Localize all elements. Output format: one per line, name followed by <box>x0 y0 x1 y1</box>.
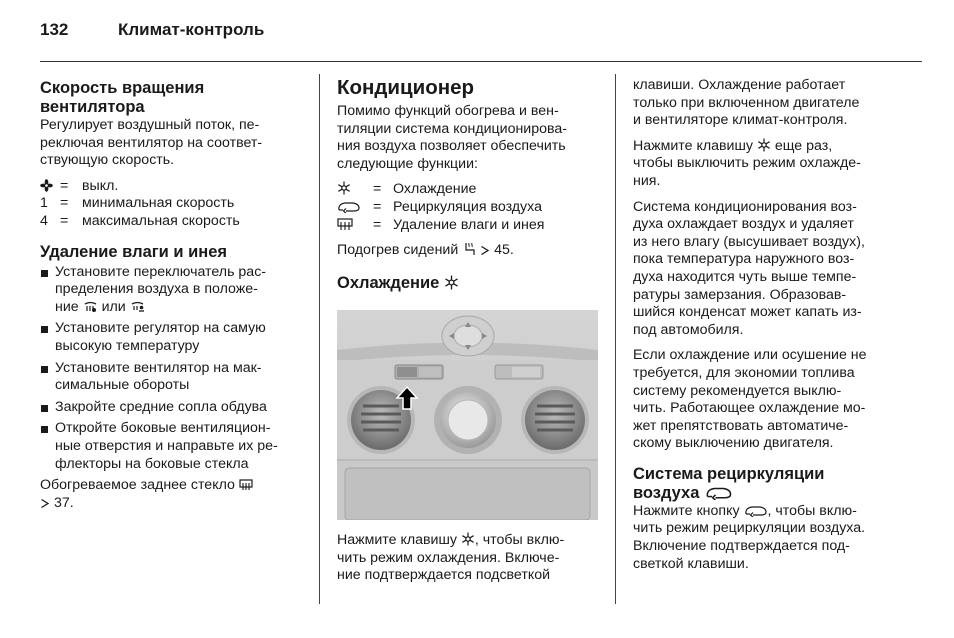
list-item: Установите регулятор на самую высокую температуру <box>40 320 310 355</box>
climate-panel-photo <box>337 310 598 520</box>
page-ref-icon <box>40 495 50 511</box>
seat-heating-note: Подогрев сидений 45. <box>337 242 514 259</box>
ac-function-list <box>337 181 605 234</box>
rear-defrost-icon <box>337 217 373 235</box>
column-divider <box>319 74 320 604</box>
fan-icon <box>40 178 60 196</box>
defrost-steps <box>40 264 310 474</box>
recirculation-icon <box>704 484 734 502</box>
column-divider <box>615 74 616 604</box>
page-ref-icon <box>480 242 490 258</box>
header-rule <box>40 61 922 62</box>
left-column <box>40 79 310 520</box>
system-description: Система кондиционирования воз- духа охлаждает воздух и удаляет из него влагу (высушивает воздух), пока температура наружного воз- духа находится чуть выше темпе- ратуры замерзания. Образовав- шийся конденсат может капать из- под автомобиля. <box>633 198 865 338</box>
page-number: 132 <box>40 20 69 39</box>
recirculation-text: Нажмите кнопку , чтобы вклю- чить режим рециркуляции воздуха. Включение подтверждается под- светкой клавиши. <box>633 502 866 572</box>
fan-speed-description: Регулирует воздушный поток, пе- реключая вентилятор на соответ- ствующую скорость. <box>40 117 263 169</box>
cooling-conditions: клавиши. Охлаждение работает только при включенном двигателе и вентиляторе климат-контроля. <box>633 77 860 129</box>
middle-column <box>337 76 605 293</box>
floor-defrost-icon <box>130 299 145 315</box>
list-item: 1 = минимальная скорость <box>40 195 235 212</box>
cooling-press-text: Нажмите клавишу , чтобы вклю- чить режим охлаждения. Включе- ние подтверждается подсветкой <box>337 532 565 584</box>
rear-window-note: Обогреваемое заднее стекло 37. <box>40 477 310 512</box>
ac-heading: Кондиционер <box>337 76 475 99</box>
rear-window-heat-icon <box>239 477 253 493</box>
snowflake-icon <box>461 532 475 548</box>
fan-speed-list <box>40 178 310 231</box>
snowflake-icon <box>444 274 459 292</box>
recirculation-heading: Система рециркуляции воздуха <box>633 464 825 502</box>
list-item: 4 = максимальная скорость <box>40 212 240 229</box>
defrost-heading: Удаление влаги и инея <box>40 242 228 261</box>
list-item: = Рециркуляция воздуха <box>337 199 605 217</box>
snowflake-icon <box>757 138 771 154</box>
windshield-defrost-icon <box>83 299 98 315</box>
recirculation-icon <box>744 503 768 519</box>
list-item: Закройте средние сопла обдува <box>40 399 310 417</box>
list-item: Откройте боковые вентиляцион- ные отверстия и направьте их ре- флекторы на боковые стекла <box>40 420 310 473</box>
seat-heating-icon <box>462 242 476 258</box>
cooling-off-note: Нажмите клавишу еще раз, чтобы выключить режим охлажде- ния. <box>633 137 861 189</box>
economy-note: Если охлаждение или осушение не требуется, для экономии топлива систему рекомендуется выклю- чить. Работающее охлаждение мо- жет препятствовать автоматиче- скому выключению двигателя. <box>633 347 867 452</box>
page-title: Климат-контроль <box>118 20 265 39</box>
list-item: = Удаление влаги и инея <box>337 217 605 235</box>
list-item: Установите вентилятор на мак- симальные обороты <box>40 360 310 395</box>
recirculation-icon <box>337 199 373 217</box>
list-item: Установите переключатель рас- пределения воздуха в положе- ние или <box>40 264 310 317</box>
cooling-heading: Охлаждение <box>337 274 605 293</box>
list-item: = Охлаждение <box>337 181 605 199</box>
right-column <box>633 77 923 581</box>
list-item: = выкл. <box>40 178 310 196</box>
ac-intro: Помимо функций обогрева и вен- тиляции система кондиционирова- ния воздуха позволяет обеспечить следующие функции: <box>337 103 567 172</box>
snowflake-icon <box>337 181 373 199</box>
fan-speed-heading: Скорость вращения вентилятора <box>40 79 205 116</box>
